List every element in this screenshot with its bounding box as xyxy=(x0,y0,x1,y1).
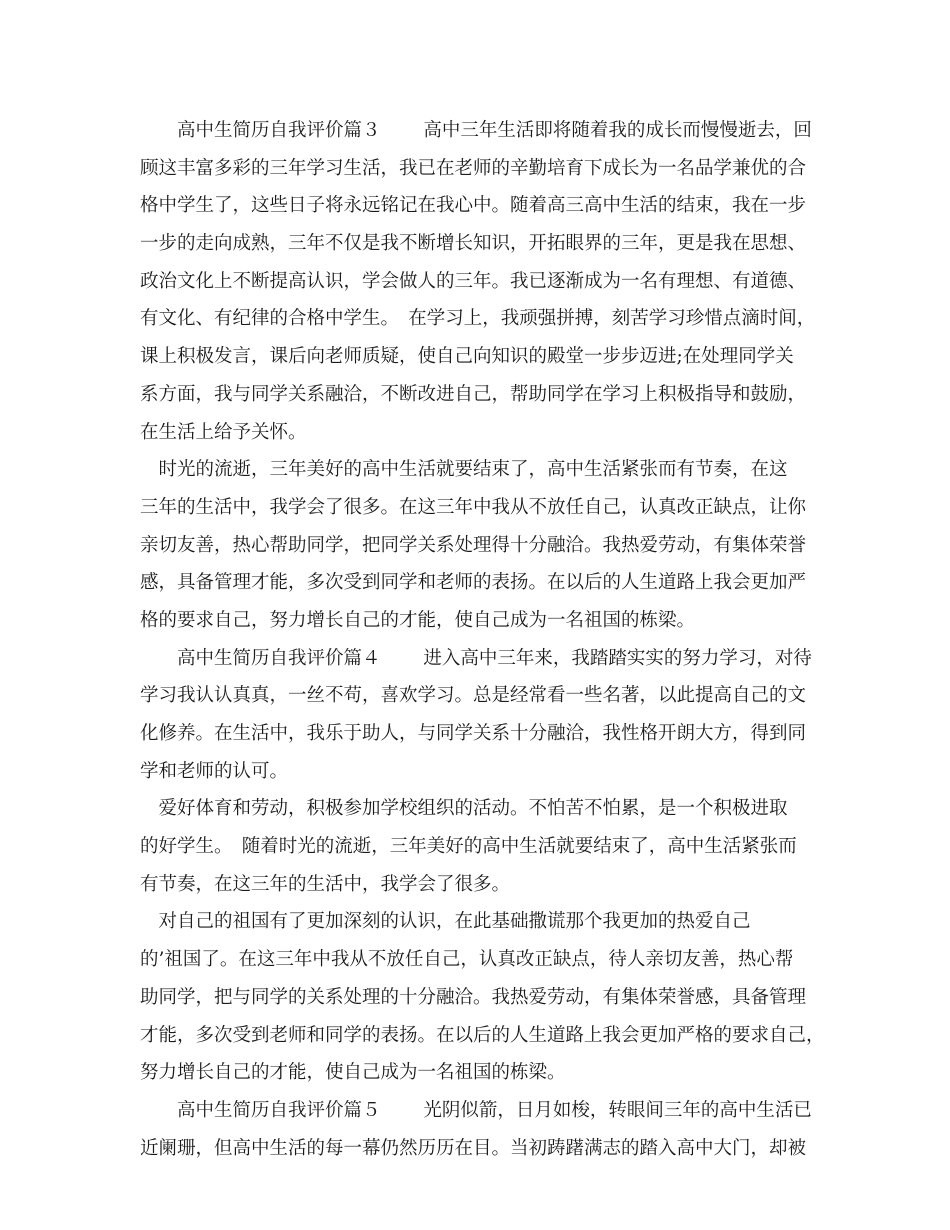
text-line: 对自己的祖国有了更加深刻的认识，在此基础撒谎那个我更加的热爱自己 xyxy=(140,911,751,933)
text-line: 一步的走向成熟，三年不仅是我不断增长知识，开拓眼界的三年，更是我在思想、 xyxy=(140,233,807,255)
text-line: 顾这丰富多彩的三年学习生活，我已在老师的辛勤培育下成长为一名品学兼优的合 xyxy=(140,157,807,179)
text-line: 感，具备管理才能，多次受到同学和老师的表扬。在以后的人生道路上我会更加严 xyxy=(140,572,807,594)
text-line: 三年的生活中，我学会了很多。在这三年中我从不放任自己，认真改正缺点，让你 xyxy=(140,496,807,518)
text-line: 学习我认认真真，一丝不苟，喜欢学习。总是经常看一些名著，以此提高自己的文 xyxy=(140,685,807,707)
text-line: 在生活上给予关怀。 xyxy=(140,421,307,443)
text-line: 的’祖国了。在这三年中我从不放任自己，认真改正缺点，待人亲切友善，热心帮 xyxy=(140,949,794,971)
text-line: 高中生简历自我评价篇３ 高中三年生活即将随着我的成长而慢慢逝去，回 xyxy=(140,120,812,141)
text-line: 化修养。在生活中，我乐于助人，与同学关系十分融洽，我性格开朗大方，得到同 xyxy=(140,723,807,744)
text-line: 格中学生了，这些日子将永远铭记在我心中。随着高三高中生活的结束，我在一步 xyxy=(140,195,807,217)
text-line: 政治文化上不断提高认识，学会做人的三年。我已逐渐成为一名有理想、有道德、 xyxy=(140,270,807,292)
document-body xyxy=(140,112,824,1167)
text-line: 近阑珊，但高中生活的每一幕仍然历历在目。当初踌躇满志的踏入高中大门，却被 xyxy=(140,1137,807,1159)
text-line: 才能，多次受到老师和同学的表扬。在以后的人生道路上我会更加严格的要求自己， xyxy=(140,1024,825,1046)
text-line: 格的要求自己，努力增长自己的才能，使自己成为一名祖国的栋梁。 xyxy=(140,609,696,631)
text-line: 有节奏，在这三年的生活中，我学会了很多。 xyxy=(140,873,511,895)
text-line: 高中生简历自我评价篇４ 进入高中三年来，我踏踏实实的努力学习，对待 xyxy=(140,647,812,669)
text-line: 努力增长自己的才能，使自己成为一名祖国的栋梁。 xyxy=(140,1062,566,1084)
text-line: 助同学，把与同学的关系处理的十分融洽。我热爱劳动，有集体荣誉感，具备管理 xyxy=(140,986,807,1008)
text-line: 系方面，我与同学关系融洽，不断改进自己，帮助同学在学习上积极指导和鼓励， xyxy=(140,383,807,405)
text-line: 有文化、有纪律的合格中学生。 在学习上，我顽强拼搏，刻苦学习珍惜点滴时间， xyxy=(140,308,816,330)
text-line: 课上积极发言，课后向老师质疑，使自己向知识的殿堂一步步迈进;在处理同学关 xyxy=(140,346,794,368)
text-line: 高中生简历自我评价篇５ 光阴似箭，日月如梭，转眼间三年的高中生活已 xyxy=(140,1099,812,1121)
text-line: 的好学生。 随着时光的流逝，三年美好的高中生活就要结束了，高中生活紧张而 xyxy=(140,836,797,858)
text-line: 爱好体育和劳动，积极参加学校组织的活动。不怕苦不怕累，是一个积极进取 xyxy=(140,798,788,820)
text-line: 亲切友善，热心帮助同学，把同学关系处理得十分融洽。我热爱劳动，有集体荣誉 xyxy=(140,534,807,556)
text-line: 学和老师的认可。 xyxy=(140,760,289,782)
text-line: 时光的流逝，三年美好的高中生活就要结束了，高中生活紧张而有节奏，在这 xyxy=(140,459,788,481)
